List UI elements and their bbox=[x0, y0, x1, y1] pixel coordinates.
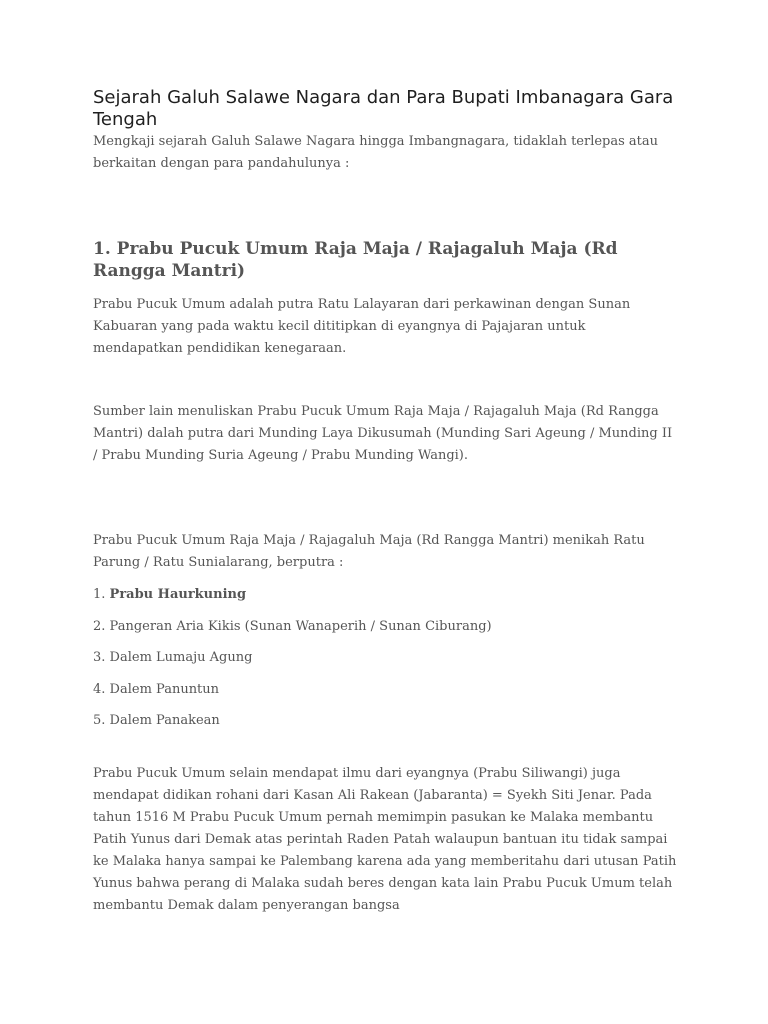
paragraph-education-history: Prabu Pucuk Umum selain mendapat ilmu dari eyangnya (Prabu Siliwangi) juga mendapat didikan rohani dari Kasan Ali Rakean (Jabaranta) = Syekh Siti Jenar. Pada tahun 1516 M Prabu Pucuk Umum pernah memimpin pasukan ke Malaka membantu Patih Yunus dari Demak atas perintah Raden Patah walaupun bantuan itu tidak sampai ke Malaka hanya sampai ke Palembang karena ada yang memberitahu dari utusan Patih Yunus bahwa perang di Malaka sudah beres dengan kata lain Prabu Pucuk Umum telah membantu Demak dalam penyerangan bangsa bbox=[93, 766, 677, 914]
paragraph-other-source: Sumber lain menuliskan Prabu Pucuk Umum Raja Maja / Rajagaluh Maja (Rd Rangga Mantri) dalah putra dari Munding Laya Dikusumah (Munding Sari Ageung / Munding II / Prabu Munding Suria Ageung / Prabu Munding Wangi). bbox=[93, 404, 673, 463]
section-heading: 1. Prabu Pucuk Umum Raja Maja / Rajagaluh Maja (Rd Rangga Mantri) bbox=[93, 239, 618, 281]
list-item-name: Dalem Lumaju Agung bbox=[109, 650, 253, 666]
intro-paragraph: Mengkaji sejarah Galuh Salawe Nagara hingga Imbangnagara, tidaklah terlepas atau berkaitan dengan para pandahulunya : bbox=[93, 134, 659, 171]
list-item bbox=[93, 710, 678, 732]
list-item-number: 2. bbox=[93, 618, 106, 634]
list-item bbox=[93, 616, 678, 638]
list-item-number: 1. bbox=[93, 587, 106, 602]
document-content bbox=[93, 87, 678, 917]
paragraph-origin: Prabu Pucuk Umum adalah putra Ratu Lalayaran dari perkawinan dengan Sunan Kabuaran yang pada waktu kecil dititipkan di eyangnya di Pajajaran untuk mendapatkan pendidikan kenegaraan. bbox=[93, 297, 631, 356]
list-item bbox=[93, 679, 678, 701]
paragraph-marriage: Prabu Pucuk Umum Raja Maja / Rajagaluh Maja (Rd Rangga Mantri) menikah Ratu Parung / Ratu Sunialarang, berputra : bbox=[93, 533, 645, 570]
list-item-name: Prabu Haurkuning bbox=[109, 587, 247, 602]
list-item bbox=[93, 647, 678, 669]
children-list bbox=[93, 584, 678, 732]
document-title: Sejarah Galuh Salawe Nagara dan Para Bupati Imbanagara Gara Tengah bbox=[93, 87, 674, 130]
list-item-name: Dalem Panuntun bbox=[109, 681, 220, 697]
list-item-name: Dalem Panakean bbox=[109, 713, 220, 729]
list-item-name: Pangeran Aria Kikis (Sunan Wanaperih / Sunan Ciburang) bbox=[109, 618, 492, 634]
list-item-number: 5. bbox=[93, 713, 106, 729]
list-item-number: 4. bbox=[93, 681, 106, 697]
list-item-number: 3. bbox=[93, 650, 106, 666]
list-item bbox=[93, 584, 678, 606]
